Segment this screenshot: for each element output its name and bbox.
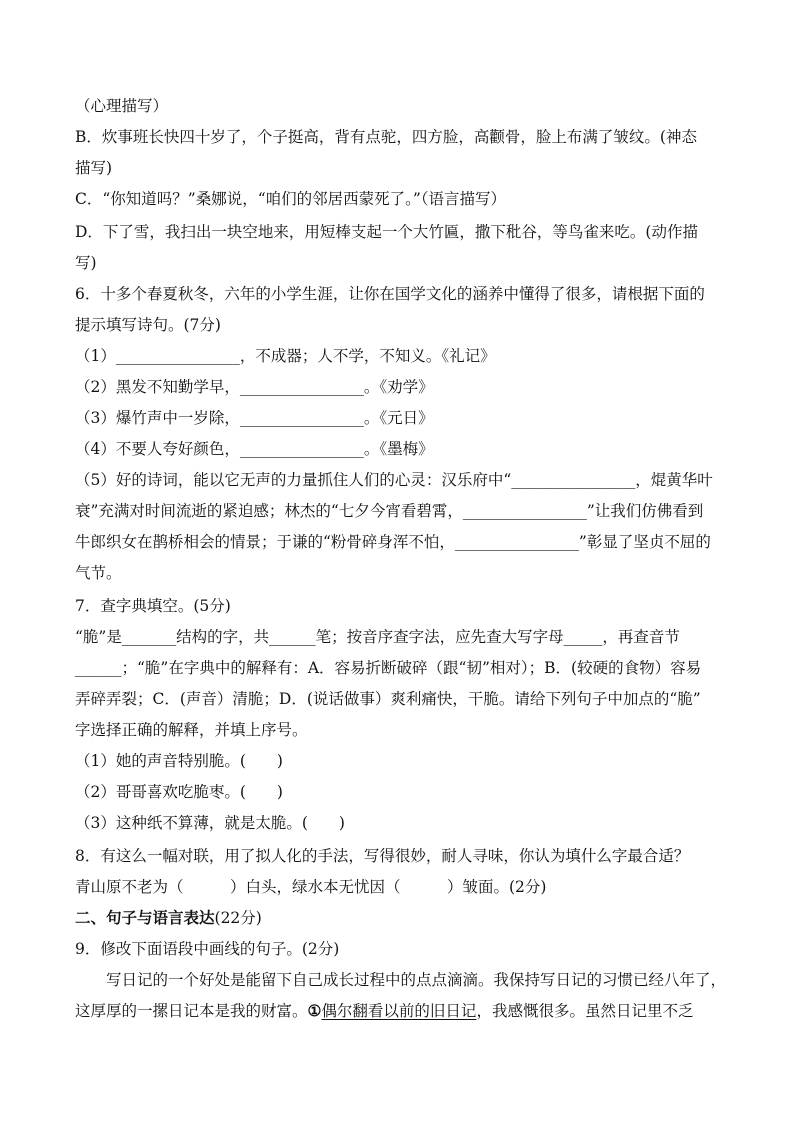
text-line: 气节。 bbox=[75, 564, 122, 582]
text-line: 青山原不老为（ ）白头，绿水本无忧因（ ）皱面。(2分) bbox=[75, 878, 547, 896]
paragraph-line: 写日记的一个好处是能留下自己成长过程中的点点滴滴。我保持写日记的习惯已经八年了， bbox=[106, 971, 727, 989]
text-line: C．“你知道吗？”桑娜说，“咱们的邻居西蒙死了。”（语言描写） bbox=[75, 190, 507, 208]
text-line: “脆”是_______结构的字，共______笔；按音序查字法，应先查大写字母_____，再查音节 bbox=[75, 628, 680, 646]
sub-item-3: （3）这种纸不算薄，就是太脆。( ) bbox=[75, 814, 345, 832]
text-line: 衰”充满对时间流逝的紧迫感；林杰的“七夕今宵看碧霄，________________”让我们仿佛看到 bbox=[75, 502, 704, 520]
section-title: 二、句子与语言表达 bbox=[75, 908, 215, 927]
question-9: 9．修改下面语段中画线的句子。(2分) bbox=[75, 940, 340, 958]
text-line: 描写) bbox=[75, 159, 113, 177]
text-line: D．下了雪，我扫出一块空地来，用短棒支起一个大竹匾，撒下秕谷，等鸟雀来吃。(动作描 bbox=[75, 223, 698, 241]
text-line: （心理描写） bbox=[75, 97, 169, 115]
text-line: 牛郎织女在鹊桥相会的情景；于谦的“粉骨碎身浑不怕，________________”彰显了坚贞不屈的 bbox=[75, 533, 711, 551]
text-line: 字选择正确的解释，并填上序号。 bbox=[75, 721, 308, 739]
fill-item-2: （2）黑发不知勤学早，________________。《劝学》 bbox=[75, 378, 434, 396]
fill-item-1: （1）________________，不成器；人不学，不知义。《礼记》 bbox=[75, 347, 496, 365]
question-7: 7．查字典填空。(5分) bbox=[75, 597, 231, 615]
paragraph-text: ，我感慨很多。虽然日记里不乏 bbox=[476, 1002, 694, 1020]
question-8: 8．有这么一幅对联，用了拟人化的手法，写得很妙，耐人寻味，你认为填什么字最合适？ bbox=[75, 847, 690, 865]
underlined-sentence: 偶尔翻看以前的旧日记 bbox=[321, 1002, 477, 1020]
circled-number-1: ① bbox=[307, 1001, 322, 1020]
question-6: 6．十多个春夏秋冬，六年的小学生涯，让你在国学文化的涵养中懂得了很多，请根据下面的 bbox=[75, 285, 705, 303]
text-line: 提示填写诗句。(7分) bbox=[75, 316, 221, 334]
section-score: (22分) bbox=[214, 909, 262, 927]
fill-item-4: （4）不要人夸好颜色，________________。《墨梅》 bbox=[75, 440, 434, 458]
sub-item-2: （2）哥哥喜欢吃脆枣。( ) bbox=[75, 783, 283, 801]
sub-item-1: （1）她的声音特别脆。( ) bbox=[75, 752, 283, 770]
text-line: 弄碎弄裂；C．(声音）清脆；D．(说话做事）爽利痛快，干脆。请给下列句子中加点的“脆” bbox=[75, 690, 701, 708]
section-heading bbox=[75, 908, 262, 928]
fill-item-5: （5）好的诗词，能以它无声的力量抓住人们的心灵：汉乐府中“________________，焜黄华叶 bbox=[75, 471, 713, 489]
paragraph-line bbox=[75, 1001, 693, 1021]
text-line: 写) bbox=[75, 254, 97, 272]
text-line: B．炊事班长快四十岁了，个子挺高，背有点驼，四方脸，高颧骨，脸上布满了皱纹。(神态 bbox=[75, 128, 697, 146]
paragraph-text: 这厚厚的一摞日记本是我的财富。 bbox=[75, 1002, 308, 1020]
fill-item-3: （3）爆竹声中一岁除，________________。《元日》 bbox=[75, 409, 434, 427]
text-line: ______；“脆”在字典中的解释有：A．容易折断破碎（跟“韧”相对）；B．(较硬的食物）容易 bbox=[75, 659, 702, 677]
